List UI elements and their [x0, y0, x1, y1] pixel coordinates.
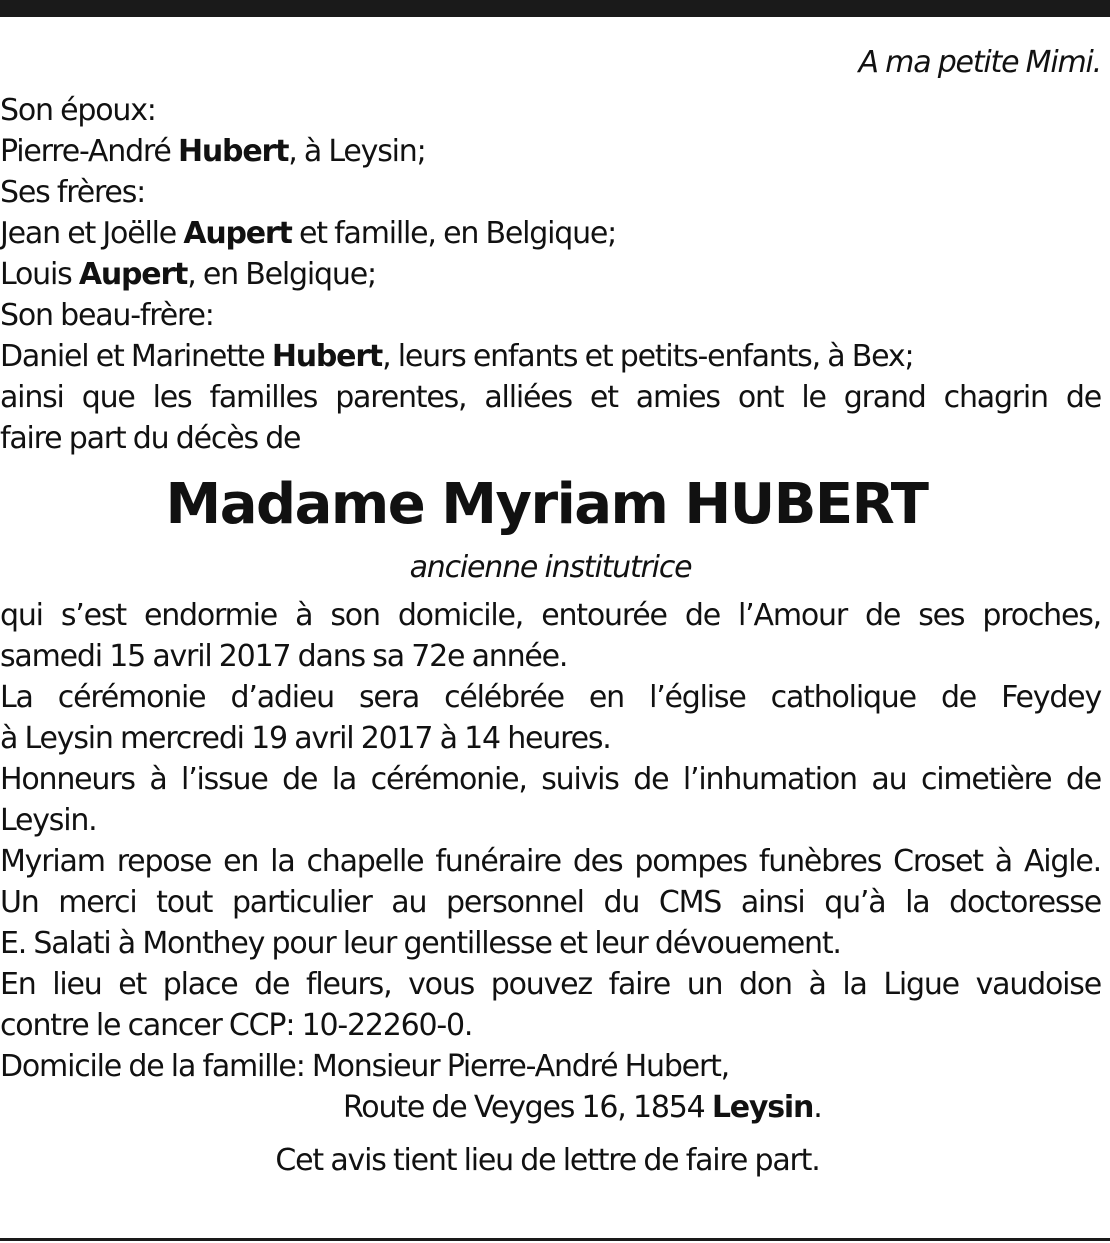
donation-line-1: En lieu et place de fleurs, vous pouvez faire un don à la Ligue vaudoise: [0, 967, 1101, 1002]
address-town: Leysin: [711, 1090, 814, 1125]
brother-in-law-surname: Hubert: [271, 339, 383, 374]
spouse-first-name: Pierre-André: [0, 134, 178, 169]
brother-in-law-line: [0, 336, 1101, 377]
spouse-line: [0, 131, 1101, 172]
thanks-line-2: E. Salati à Monthey pour leur gentillesse et leur dévouement.: [0, 926, 841, 961]
family-address-line-1: Domicile de la famille: Monsieur Pierre-André Hubert,: [0, 1049, 729, 1084]
announcement-line-2: faire part du décès de: [0, 421, 301, 456]
address-period: .: [813, 1090, 822, 1125]
ceremony-line-1: La cérémonie d’adieu sera célébrée en l’église catholique de Feydey: [0, 680, 1101, 715]
spouse-surname: Hubert: [177, 134, 289, 169]
burial-line-2: Leysin.: [0, 803, 97, 838]
address-street: Route de Veyges 16, 1854: [343, 1090, 712, 1125]
brothers-heading: Ses frères:: [0, 175, 146, 210]
burial-line-1: Honneurs à l’issue de la cérémonie, suivis de l’inhumation au cimetière de: [0, 762, 1101, 797]
brother1-first-names: Jean et Joëlle: [0, 216, 184, 251]
announcement-line-1: ainsi que les familles parentes, alliées et amies ont le grand chagrin de: [0, 380, 1101, 415]
brother2-first-name: Louis: [0, 257, 79, 292]
brother-in-law-heading: Son beau-frère:: [0, 298, 214, 333]
thanks-line-1: Un merci tout particulier au personnel du CMS ainsi qu’à la doctoresse: [0, 885, 1101, 920]
donation-line-2: contre le cancer CCP: 10-22260-0.: [0, 1008, 473, 1043]
deceased-occupation: ancienne institutrice: [409, 550, 692, 585]
deceased-name: Madame Myriam HUBERT: [165, 472, 928, 537]
spouse-location: , à Leysin;: [288, 134, 426, 169]
dedication: A ma petite Mimi.: [858, 45, 1101, 80]
family-address-line-2: [0, 1087, 1101, 1128]
brother2-surname: Aupert: [78, 257, 188, 292]
brother2-location: , en Belgique;: [187, 257, 376, 292]
brother2-line: [0, 254, 1101, 295]
brother1-surname: Aupert: [183, 216, 292, 251]
ceremony-line-2: à Leysin mercredi 19 avril 2017 à 14 heures.: [0, 721, 611, 756]
chapel-line: Myriam repose en la chapelle funéraire des pompes funèbres Croset à Aigle.: [0, 844, 1101, 879]
obituary-notice: [0, 40, 1101, 1181]
bottom-rule: [0, 1238, 1110, 1241]
death-paragraph-line-1: qui s’est endormie à son domicile, entourée de l’Amour de ses proches,: [0, 598, 1101, 633]
death-paragraph-line-2: samedi 15 avril 2017 dans sa 72e année.: [0, 639, 568, 674]
brother1-location: et famille, en Belgique;: [291, 216, 617, 251]
brother-in-law-details: , leurs enfants et petits-enfants, à Bex;: [382, 339, 914, 374]
spouse-heading: Son époux:: [0, 93, 156, 128]
top-rule: [0, 0, 1110, 17]
brother1-line: [0, 213, 1101, 254]
brother-in-law-first-names: Daniel et Marinette: [0, 339, 272, 374]
closing-note: Cet avis tient lieu de lettre de faire part.: [275, 1143, 820, 1178]
